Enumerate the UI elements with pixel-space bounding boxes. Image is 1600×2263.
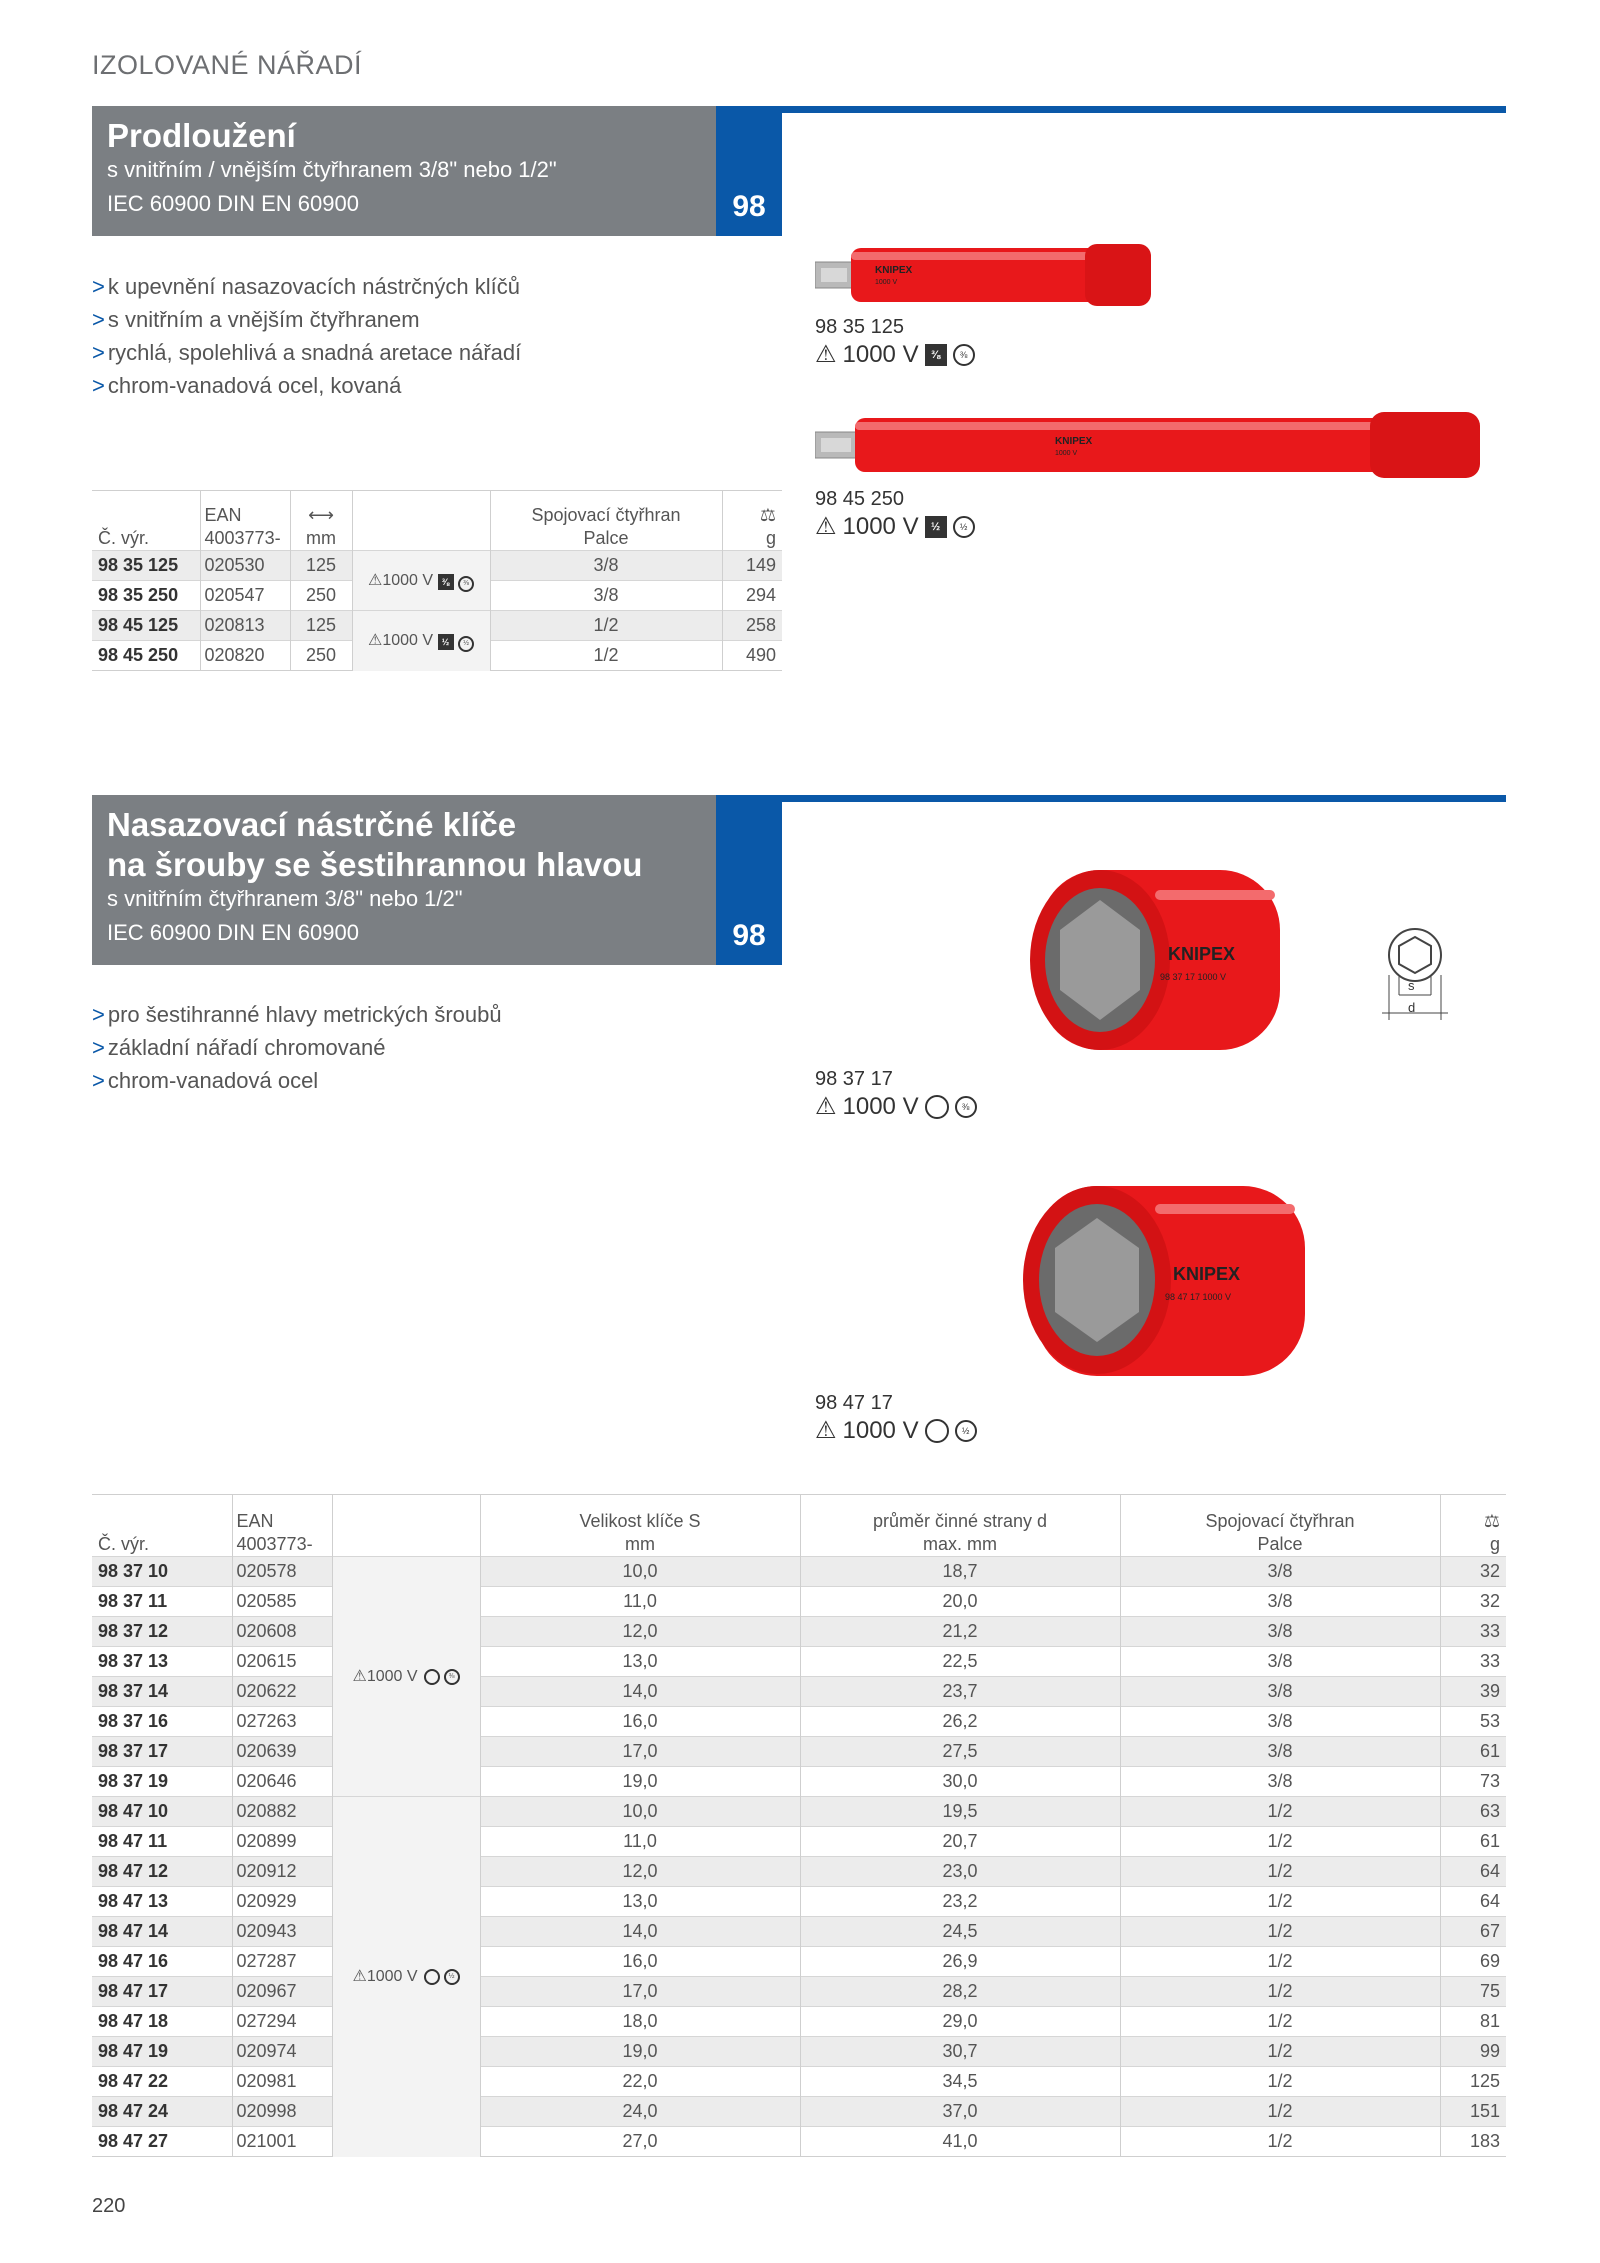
col-header-size: Velikost klíče S mm [480, 1495, 800, 1557]
hex-socket-icon [925, 1095, 949, 1119]
section2-top-rule [782, 795, 1506, 802]
product-code: 98 35 125 [815, 316, 904, 338]
col-header-weight: ⚖ g [1440, 1495, 1506, 1557]
col-header-connection: Spojovací čtyřhran Palce [1120, 1495, 1440, 1557]
svg-text:98 37 17 1000 V: 98 37 17 1000 V [1160, 972, 1227, 982]
length-arrow-icon: ⟷ [308, 505, 334, 525]
col-header-art: Č. výr. [92, 491, 200, 551]
table-row: 98 47 19 020974 19,0 30,7 1/2 99 [92, 2037, 1506, 2067]
section2-group-number: 98 [732, 919, 766, 952]
table-row: 98 37 16 027263 16,0 26,2 3/8 53 [92, 1707, 1506, 1737]
product-code: 98 37 17 [815, 1068, 893, 1090]
table-row: 98 47 12 020912 12,0 23,0 1/2 64 [92, 1857, 1506, 1887]
table-row: 98 47 27 021001 27,0 41,0 1/2 183 [92, 2127, 1506, 2157]
col-header-ean: EAN 4003773- [200, 491, 290, 551]
extension-short-image [815, 240, 1175, 310]
table-row: 98 47 14 020943 14,0 24,5 1/2 67 [92, 1917, 1506, 1947]
table-row: 98 37 17 020639 17,0 27,5 3/8 61 [92, 1737, 1506, 1767]
table-row: 98 37 19 020646 19,0 30,0 3/8 73 [92, 1767, 1506, 1797]
col-header-diameter: průměr činné strany d max. mm [800, 1495, 1120, 1557]
socket-98-47-17-image [1005, 1180, 1325, 1380]
page-number: 220 [92, 2195, 126, 2217]
insulation-warning-icon: ⚠ [368, 632, 383, 650]
drive-round-icon: ½ [953, 516, 975, 538]
drive-round-icon: ⅜ [955, 1096, 977, 1118]
list-item: > základní nářadí chromované [92, 1035, 386, 1060]
section1-header [92, 106, 782, 236]
extension-spec-table [92, 490, 782, 671]
drive-square-icon: ½ [925, 516, 947, 538]
col-header-ean: EAN 4003773- [232, 1495, 332, 1557]
drive-square-icon: ⅜ [925, 344, 947, 366]
diagram-label-d: d [1408, 1000, 1416, 1015]
insulation-warning-icon: ⚠ [815, 513, 837, 540]
section1-standards: IEC 60900 DIN EN 60900 [107, 191, 359, 216]
svg-text:98 47 17 1000 V: 98 47 17 1000 V [1165, 1292, 1232, 1302]
table-row: 98 47 24 020998 24,0 37,0 1/2 151 [92, 2097, 1506, 2127]
table-row: 98 35 250 020547 250 3/8 294 [92, 581, 782, 611]
col-header-length: ⟷ mm [290, 491, 352, 551]
svg-text:1000 V: 1000 V [1055, 450, 1078, 457]
hex-socket-icon [424, 1969, 440, 1985]
socket-spec-table [92, 1494, 1506, 2157]
table-row: 98 45 125 020813 125 ⚠1000 V ½ ½ 1/2 258 [92, 611, 782, 641]
product-voltage-line: ⚠ 1000 V ⅜ ⅜ [815, 340, 975, 369]
table-row: 98 47 22 020981 22,0 34,5 1/2 125 [92, 2067, 1506, 2097]
hex-socket-icon [424, 1669, 440, 1685]
table-row: 98 47 13 020929 13,0 23,2 1/2 64 [92, 1887, 1506, 1917]
section2-subtitle: s vnitřním čtyřhranem 3/8" nebo 1/2" [107, 886, 463, 911]
drive-round-icon: ⅜ [953, 344, 975, 366]
table-row: 98 47 16 027287 16,0 26,9 1/2 69 [92, 1947, 1506, 1977]
scale-icon: ⚖ [1483, 1511, 1500, 1531]
voltage-mark-cell: ⚠1000 V ½ ½ [352, 611, 490, 671]
col-header-weight: ⚖ g [722, 491, 782, 551]
table-row: 98 37 13 020615 13,0 22,5 3/8 33 [92, 1647, 1506, 1677]
table-row: 98 37 10 020578 ⚠1000 V ⅜ 10,0 18,7 3/8 32 [92, 1557, 1506, 1587]
insulation-warning-icon: ⚠ [352, 1668, 367, 1685]
list-item: > s vnitřním a vnějším čtyřhranem [92, 307, 420, 332]
list-item: > chrom-vanadová ocel [92, 1068, 319, 1093]
table-row: 98 45 250 020820 250 1/2 490 [92, 641, 782, 671]
product-voltage-line: ⚠ 1000 V ½ [815, 1416, 977, 1445]
section1-title: Prodloužení [107, 117, 296, 154]
svg-text:KNIPEX: KNIPEX [1168, 944, 1236, 964]
product-code: 98 47 17 [815, 1392, 893, 1414]
drive-round-icon: ⅜ [458, 576, 474, 592]
list-item: > rychlá, spolehlivá a snadná aretace nářadí [92, 340, 522, 365]
list-item: > chrom-vanadová ocel, kovaná [92, 373, 402, 398]
section1-subtitle: s vnitřním / vnějším čtyřhranem 3/8" nebo 1/2" [107, 157, 557, 182]
insulation-warning-icon: ⚠ [815, 1417, 837, 1444]
voltage-mark-cell: ⚠1000 V ⅜ ⅜ [352, 551, 490, 611]
table-row: 98 37 11 020585 11,0 20,0 3/8 32 [92, 1587, 1506, 1617]
col-header-mark [352, 491, 490, 551]
section2-title-line2: na šrouby se šestihrannou hlavou [107, 846, 643, 883]
col-header-connection: Spojovací čtyřhran Palce [490, 491, 722, 551]
hex-socket-icon [925, 1419, 949, 1443]
drive-round-icon: ½ [444, 1969, 460, 1985]
section2-bullet-list [92, 998, 502, 1097]
list-item: > pro šestihranné hlavy metrických šroubů [92, 1002, 502, 1027]
svg-text:KNIPEX: KNIPEX [1055, 436, 1093, 447]
drive-round-icon: ⅜ [444, 1669, 460, 1685]
insulation-warning-icon: ⚠ [368, 572, 383, 589]
table-row: 98 47 18 027294 18,0 29,0 1/2 81 [92, 2007, 1506, 2037]
section1-top-rule [782, 106, 1506, 113]
scale-icon: ⚖ [759, 505, 776, 525]
table-row: 98 35 125 020530 125 ⚠1000 V ⅜ ⅜ 3/8 149 [92, 551, 782, 581]
svg-text:1000 V: 1000 V [875, 279, 898, 286]
insulation-warning-icon: ⚠ [352, 1968, 367, 1986]
insulation-warning-icon: ⚠ [815, 341, 837, 368]
section1-bullet-list [92, 270, 521, 402]
product-voltage-line: ⚠ 1000 V ⅜ [815, 1092, 977, 1121]
col-header-mark [332, 1495, 480, 1557]
page-section-title: IZOLOVANÉ NÁŘADÍ [92, 50, 363, 80]
drive-round-icon: ½ [458, 636, 474, 652]
product-code: 98 45 250 [815, 488, 904, 510]
section2-title-line1: Nasazovací nástrčné klíče [107, 806, 517, 843]
voltage-mark-cell: ⚠1000 V ½ [332, 1797, 480, 2157]
drive-square-icon: ⅜ [438, 574, 454, 590]
table-row: 98 37 12 020608 12,0 21,2 3/8 33 [92, 1617, 1506, 1647]
table-row: 98 47 17 020967 17,0 28,2 1/2 75 [92, 1977, 1506, 2007]
table-row: 98 37 14 020622 14,0 23,7 3/8 39 [92, 1677, 1506, 1707]
socket-98-37-17-image [1010, 860, 1310, 1060]
svg-text:KNIPEX: KNIPEX [875, 265, 913, 276]
section2-header [92, 795, 782, 965]
drive-round-icon: ½ [955, 1420, 977, 1442]
drive-square-icon: ½ [438, 634, 454, 650]
col-header-art: Č. výr. [92, 1495, 232, 1557]
svg-text:KNIPEX: KNIPEX [1173, 1264, 1241, 1284]
section1-group-number: 98 [732, 190, 766, 223]
list-item: > k upevnění nasazovacích nástrčných klíčů [92, 274, 520, 299]
extension-long-image [815, 410, 1495, 480]
section2-standards: IEC 60900 DIN EN 60900 [107, 920, 359, 945]
diagram-label-s: s [1408, 978, 1415, 993]
voltage-mark-cell: ⚠1000 V ⅜ [332, 1557, 480, 1797]
table-row: 98 47 10 020882 ⚠1000 V ½ 10,0 19,5 1/2 63 [92, 1797, 1506, 1827]
insulation-warning-icon: ⚠ [815, 1093, 837, 1120]
table-row: 98 47 11 020899 11,0 20,7 1/2 61 [92, 1827, 1506, 1857]
product-voltage-line: ⚠ 1000 V ½ ½ [815, 512, 975, 541]
